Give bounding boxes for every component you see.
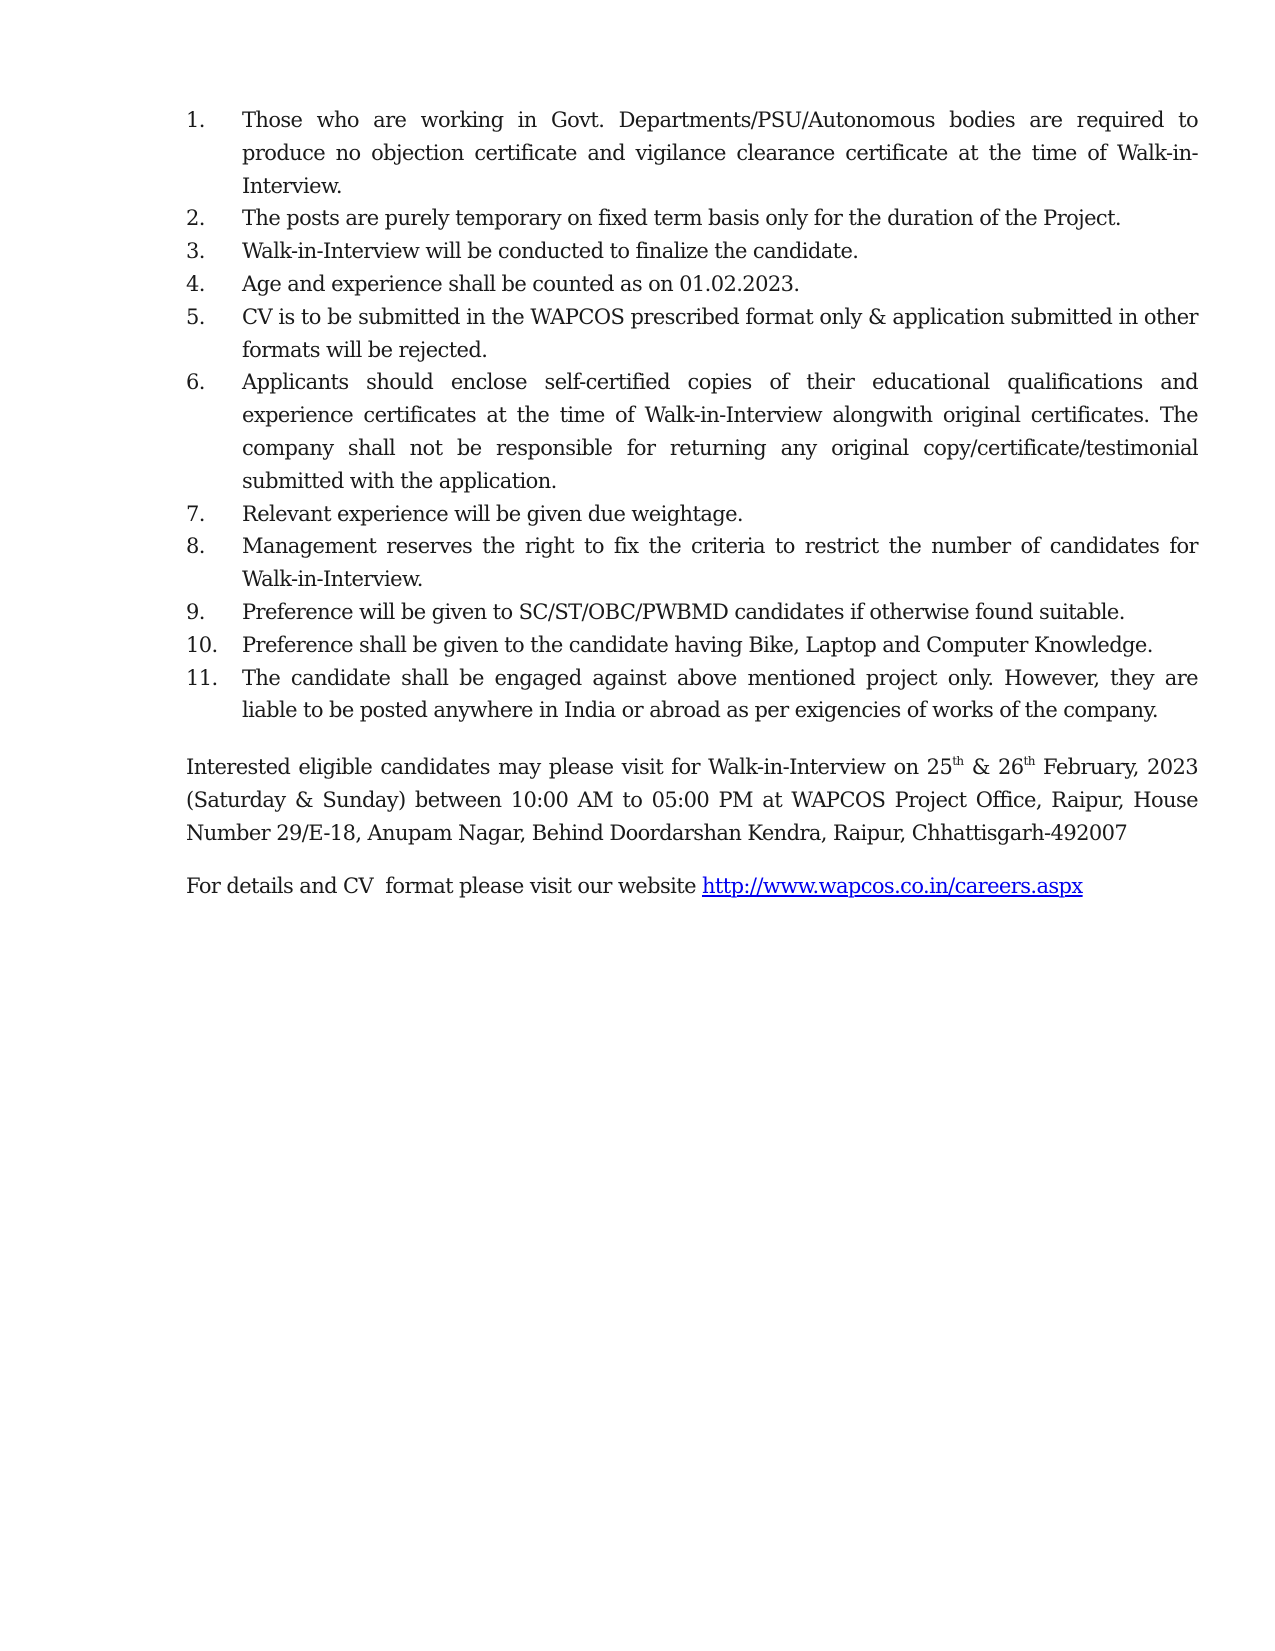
list-item — [186, 662, 1198, 728]
item-text: CV is to be submitted in the WAPCOS prescribed format only & application submitted in other formats will be rejected. — [242, 304, 1198, 362]
venue-text: February, 2023 (Saturday & Sunday) between 10:00 AM to 05:00 PM at WAPCOS Project Office, Raipur, House Number 29/E-18, Anupam Nagar, Behind Doordarshan Kendra, Raipur, Chhattisgarh-492007 — [186, 755, 1198, 845]
item-text: Management reserves the right to fix the criteria to restrict the number of candidates for Walk-in-Interview. — [242, 534, 1198, 592]
item-number: 1. — [186, 108, 205, 132]
item-text: Those who are working in Govt. Departments/PSU/Autonomous bodies are required to produce no objection certificate and vigilance clearance certificate at the time of Walk-in-Interview. — [242, 108, 1198, 198]
list-item — [186, 629, 1198, 662]
venue-text: & 26 — [963, 755, 1024, 780]
ordinal-suffix: th — [1023, 754, 1035, 769]
item-text: Preference will be given to SC/ST/OBC/PWBMD candidates if otherwise found suitable. — [242, 599, 1125, 624]
list-item — [186, 596, 1198, 629]
list-item — [186, 366, 1198, 497]
list-item — [186, 268, 1198, 301]
item-text: Age and experience shall be counted as on 01.02.2023. — [242, 271, 800, 296]
list-item — [186, 104, 1198, 202]
item-number: 11. — [186, 665, 218, 690]
list-item — [186, 202, 1198, 235]
item-number: 9. — [186, 599, 205, 624]
item-number: 5. — [186, 304, 205, 329]
list-item — [186, 301, 1198, 367]
ordinal-suffix: th — [952, 754, 964, 769]
list-item — [186, 498, 1198, 531]
item-text: Relevant experience will be given due weightage. — [242, 501, 743, 526]
details-text: For details and CV format please visit our website — [186, 873, 702, 898]
document-page — [186, 104, 1198, 902]
item-number: 7. — [186, 501, 205, 526]
item-text: The posts are purely temporary on fixed term basis only for the duration of the Project. — [242, 206, 1121, 231]
item-number: 6. — [186, 370, 205, 395]
item-number: 8. — [186, 534, 205, 559]
item-number: 3. — [186, 239, 205, 264]
conditions-list — [186, 104, 1198, 727]
list-item — [186, 235, 1198, 268]
item-number: 2. — [186, 206, 205, 231]
item-number: 10. — [186, 632, 218, 657]
careers-link[interactable]: http://www.wapcos.co.in/careers.aspx — [701, 873, 1083, 898]
venue-text: Interested eligible candidates may please visit for Walk-in-Interview on 25 — [186, 755, 953, 780]
item-text: Applicants should enclose self-certified copies of their educational qualifications and experience certificates at the time of Walk-in-Interview alongwith original certificates. The company shall not be responsible for returning any original copy/certificate/testimonial submitted with the application. — [242, 370, 1198, 493]
item-number: 4. — [186, 271, 205, 296]
item-text: The candidate shall be engaged against above mentioned project only. However, they are liable to be posted anywhere in India or abroad as per exigencies of works of the company. — [242, 665, 1198, 723]
list-item — [186, 530, 1198, 596]
item-text: Preference shall be given to the candidate having Bike, Laptop and Computer Knowledge. — [242, 632, 1153, 657]
walk-in-venue-paragraph — [186, 751, 1198, 849]
details-paragraph — [186, 870, 1198, 903]
item-text: Walk-in-Interview will be conducted to finalize the candidate. — [242, 239, 859, 264]
